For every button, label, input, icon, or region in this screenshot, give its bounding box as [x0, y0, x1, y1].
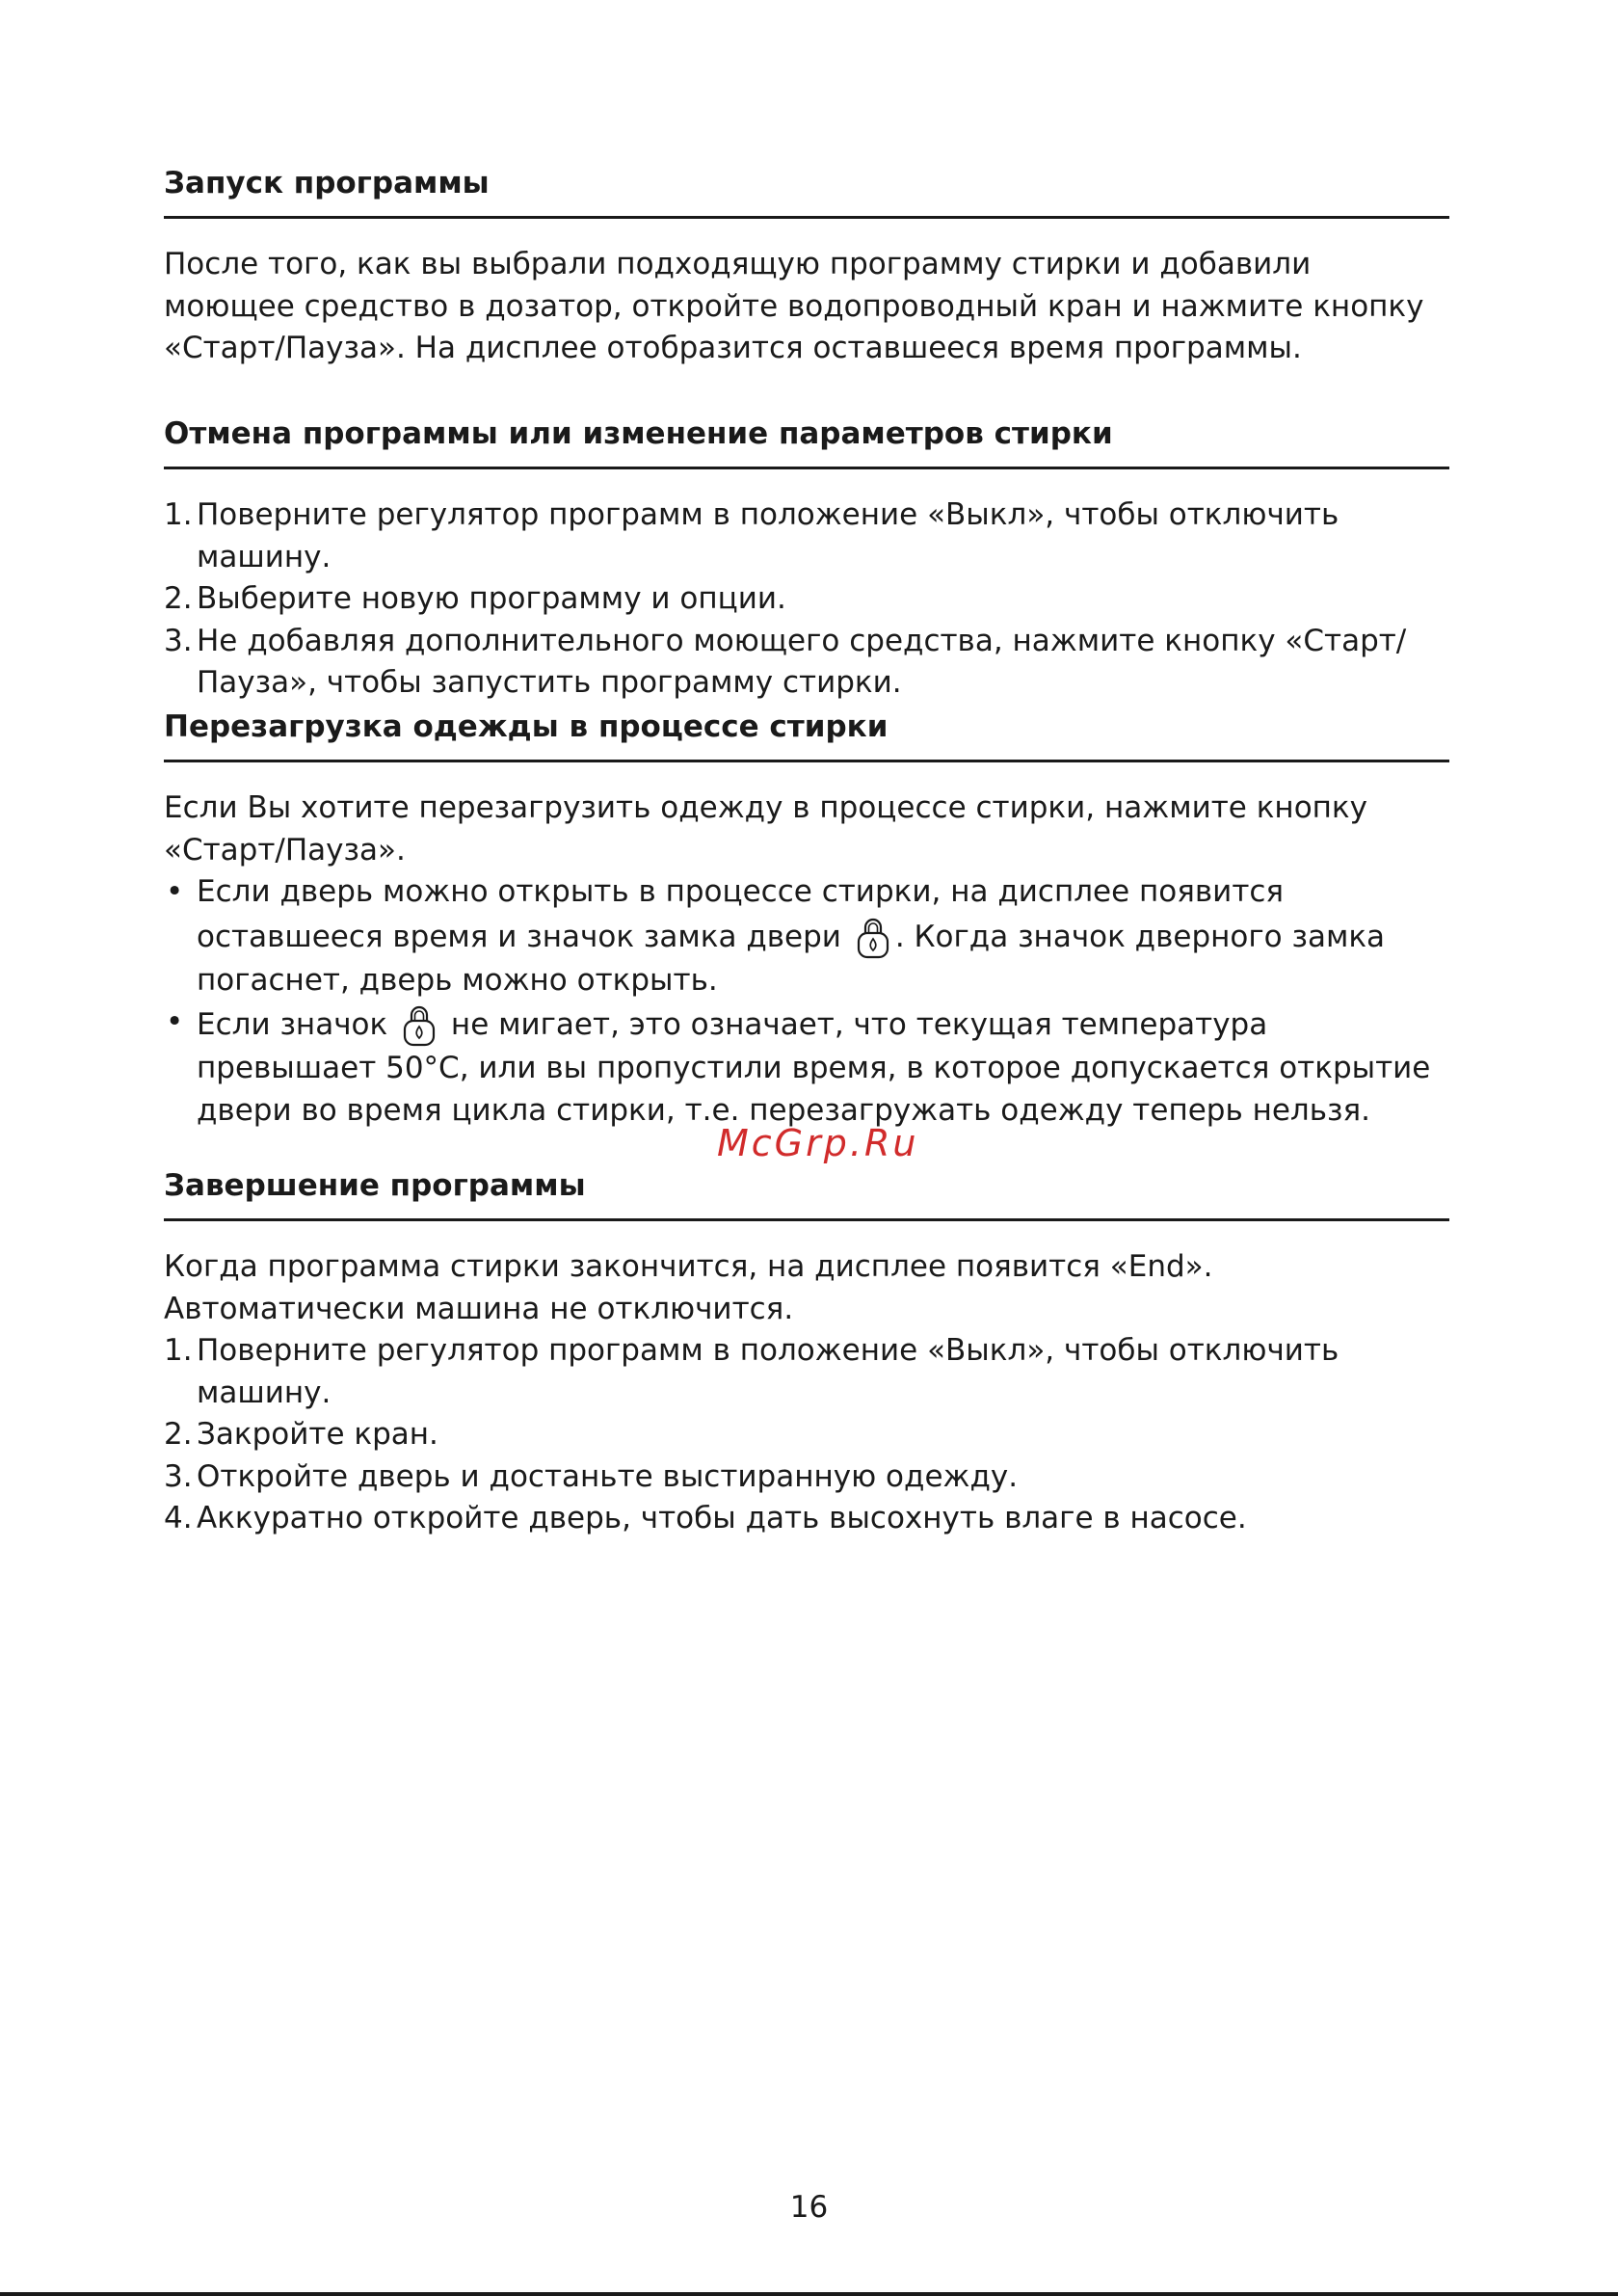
list-item	[164, 494, 1449, 578]
list-item	[164, 1001, 1449, 1132]
list-item	[164, 1330, 1449, 1414]
section-start-program	[164, 162, 1449, 370]
bullet: •	[166, 1004, 184, 1039]
watermark: McGrp.Ru	[717, 1122, 919, 1164]
item-number: 2.	[164, 1417, 193, 1452]
item-number: 3.	[164, 1458, 193, 1494]
item-text: Если дверь можно открыть в процессе стирки, на дисплее появится оставшееся время и значок замка двери	[197, 874, 1285, 954]
item-number: 1.	[164, 497, 193, 532]
item-number: 1.	[164, 1333, 193, 1368]
item-text: Аккуратно откройте дверь, чтобы дать высохнуть влаге в насосе.	[197, 1501, 1247, 1535]
item-text: не мигает, это означает, что текущая температура превышает 50°C, или вы пропустили время, в которое допускается открытие двери во время цикла стирки, т.е. перезагружать одежду теперь нельзя.	[197, 1007, 1431, 1128]
numbered-list	[164, 494, 1449, 705]
item-number: 4.	[164, 1501, 193, 1535]
bullet: •	[166, 874, 184, 909]
door-lock-icon	[857, 914, 889, 960]
item-text: Поверните регулятор программ в положение «Выкл», чтобы отключить машину.	[197, 497, 1339, 574]
list-item	[164, 621, 1449, 705]
paragraph: Если Вы хотите перезагрузить одежду в процессе стирки, нажмите кнопку «Старт/Пауза».	[164, 790, 1368, 868]
list-item	[164, 578, 1449, 621]
section-title: Перезагрузка одежды в процессе стирки	[164, 706, 1449, 762]
paragraph: После того, как вы выбрали подходящую программу стирки и добавили моющее средство в дозатор, откройте водопроводный кран и нажмите кнопку «Старт/Пауза». На дисплее отобразится оставшееся время программы.	[164, 247, 1424, 365]
section-title: Отмена программы или изменение параметров стирки	[164, 413, 1449, 469]
item-number: 2.	[164, 581, 193, 616]
bullet-list	[164, 871, 1449, 1132]
list-item	[164, 1456, 1449, 1499]
item-text: Выберите новую программу и опции.	[197, 581, 786, 616]
item-text: Поверните регулятор программ в положение «Выкл», чтобы отключить машину.	[197, 1333, 1339, 1410]
numbered-list	[164, 1330, 1449, 1540]
item-text: Если значок	[197, 1007, 388, 1042]
list-item	[164, 1498, 1449, 1540]
page-number: 16	[789, 2190, 829, 2225]
section-reload-laundry	[164, 706, 1449, 1132]
section-finish-program	[164, 1164, 1449, 1540]
bottom-divider	[0, 2292, 1618, 2296]
item-text: Закройте кран.	[197, 1417, 438, 1452]
door-lock-icon	[403, 1001, 436, 1048]
item-number: 3.	[164, 623, 193, 658]
item-text: Откройте дверь и достаньте выстиранную одежду.	[197, 1458, 1019, 1494]
section-title: Завершение программы	[164, 1164, 1449, 1221]
item-text: Не добавляя дополнительного моющего средства, нажмите кнопку «Старт/ Пауза», чтобы запустить программу стирки.	[197, 623, 1407, 700]
list-item	[164, 871, 1449, 1001]
paragraph: Когда программа стирки закончится, на дисплее появится «End». Автоматически машина не отключится.	[164, 1249, 1213, 1326]
section-cancel-program	[164, 413, 1449, 705]
section-title: Запуск программы	[164, 162, 1449, 219]
list-item	[164, 1414, 1449, 1456]
item-text: . Когда значок дверного замка погаснет, дверь можно открыть.	[197, 919, 1386, 998]
